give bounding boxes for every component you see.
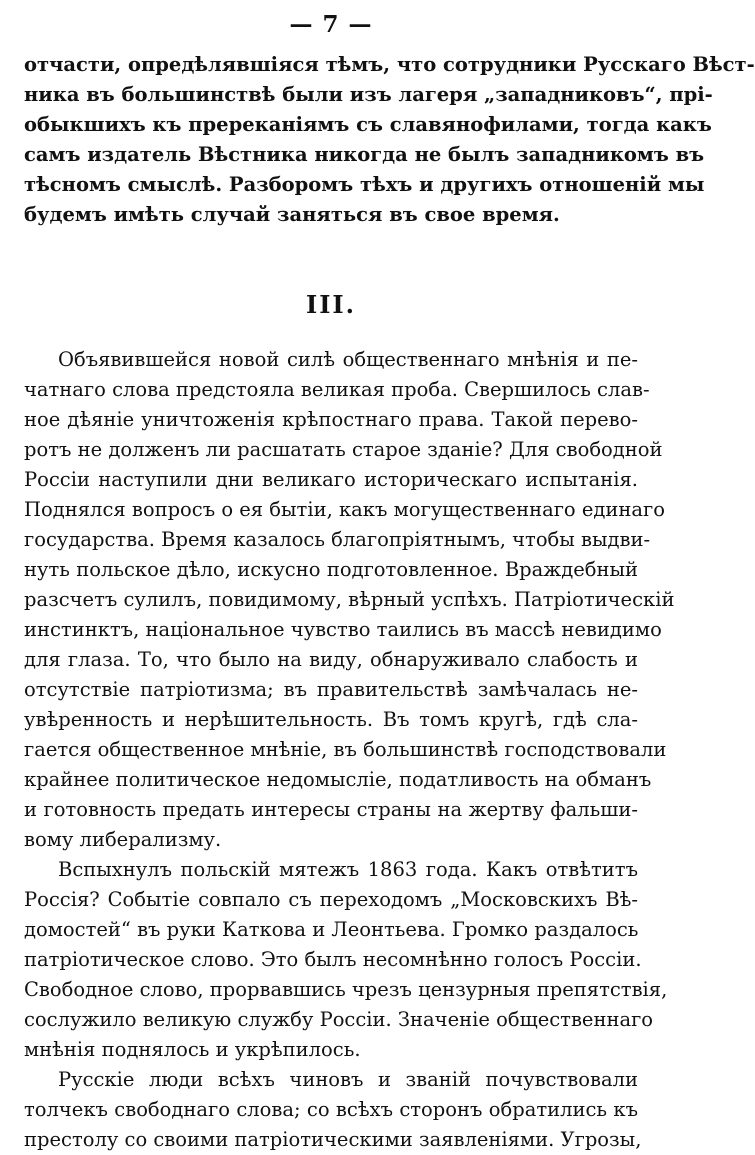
text-line: отсутствіе патріотизма; въ правительствѣ замѣчалась не- [24, 678, 638, 701]
text-line: Россіи наступили дни великаго историческаго испытанія. [24, 468, 638, 491]
text-line: Объявившейся новой силѣ общественнаго мнѣнія и пе- [58, 348, 638, 371]
text-line: крайнее политическое недомысліе, податливость на обманъ [24, 768, 652, 791]
text-line: Вспыхнулъ польскій мятежъ 1863 года. Какъ отвѣтитъ [58, 858, 638, 881]
text-line: Поднялся вопросъ о ея бытіи, какъ могущественнаго единаго [24, 498, 665, 521]
text-line: для глаза. То, что было на виду, обнаруживало слабость и [24, 648, 638, 671]
text-line: тѣсномъ смыслѣ. Разборомъ тѣхъ и другихъ отношеній мы [24, 173, 705, 196]
intro-paragraph [24, 50, 755, 230]
text-line: и готовность предать интересы страны на жертву фальши- [24, 798, 638, 821]
text-line: ротъ не долженъ ли расшатать старое зданіе? Для свободной [24, 438, 663, 461]
text-line: отчасти, опредѣлявшіяся тѣмъ, что сотрудники Русскаго Вѣст- [24, 53, 755, 76]
text-line: гается общественное мнѣніе, въ большинствѣ господствовали [24, 738, 667, 761]
text-line: престолу со своими патріотическими заявленіями. Угрозы, [24, 1128, 642, 1151]
text-line: Свободное слово, прорвавшись чрезъ цензурныя препятствія, [24, 978, 668, 1001]
text-line: патріотическое слово. Это былъ несомнѣнно голосъ Россіи. [24, 948, 642, 971]
text-line: чатнаго слова предстояла великая проба. Свершилось слав- [24, 378, 650, 401]
paragraph-3 [24, 1065, 642, 1155]
text-line: нуть польское дѣло, искусно подготовленное. Враждебный [24, 558, 638, 581]
text-line: будемъ имѣть случай заняться въ свое время. [24, 203, 560, 226]
paragraph-1 [24, 345, 675, 855]
text-line: Россія? Событіе совпало съ переходомъ „Московскихъ Вѣ- [24, 888, 638, 911]
text-line: вому либерализму. [24, 828, 222, 851]
text-line: домостей“ въ руки Каткова и Леонтьева. Громко раздалось [24, 918, 639, 941]
text-line: увѣренность и нерѣшительность. Въ томъ кругѣ, гдѣ сла- [24, 708, 638, 731]
text-line: ное дѣяніе уничтоженія крѣпостнаго права. Такой перево- [24, 408, 638, 431]
text-line: ника въ большинствѣ были изъ лагеря „западниковъ“, прі- [24, 83, 713, 106]
section-heading: III. [305, 290, 357, 319]
text-line: толчекъ свободнаго слова; со всѣхъ сторонъ обратились къ [24, 1098, 638, 1121]
page-number: — 7 — [289, 11, 373, 38]
text-line: инстинктъ, національное чувство таились въ массѣ невидимо [24, 618, 662, 641]
text-line: государства. Время казалось благопріятнымъ, чтобы выдви- [24, 528, 651, 551]
text-line: самъ издатель Вѣстника никогда не былъ западникомъ въ [24, 143, 705, 166]
text-line: Русскіе люди всѣхъ чиновъ и званій почувствовали [58, 1068, 638, 1091]
text-line: обыкшихъ къ пререканіямъ съ славянофилами, тогда какъ [24, 113, 712, 136]
paragraph-2 [24, 855, 668, 1065]
text-line: разсчетъ сулилъ, повидимому, вѣрный успѣхъ. Патріотическій [24, 588, 675, 611]
text-line: сослужило великую службу Россіи. Значеніе общественнаго [24, 1008, 654, 1031]
text-line: мнѣнія поднялось и укрѣпилось. [24, 1038, 361, 1061]
